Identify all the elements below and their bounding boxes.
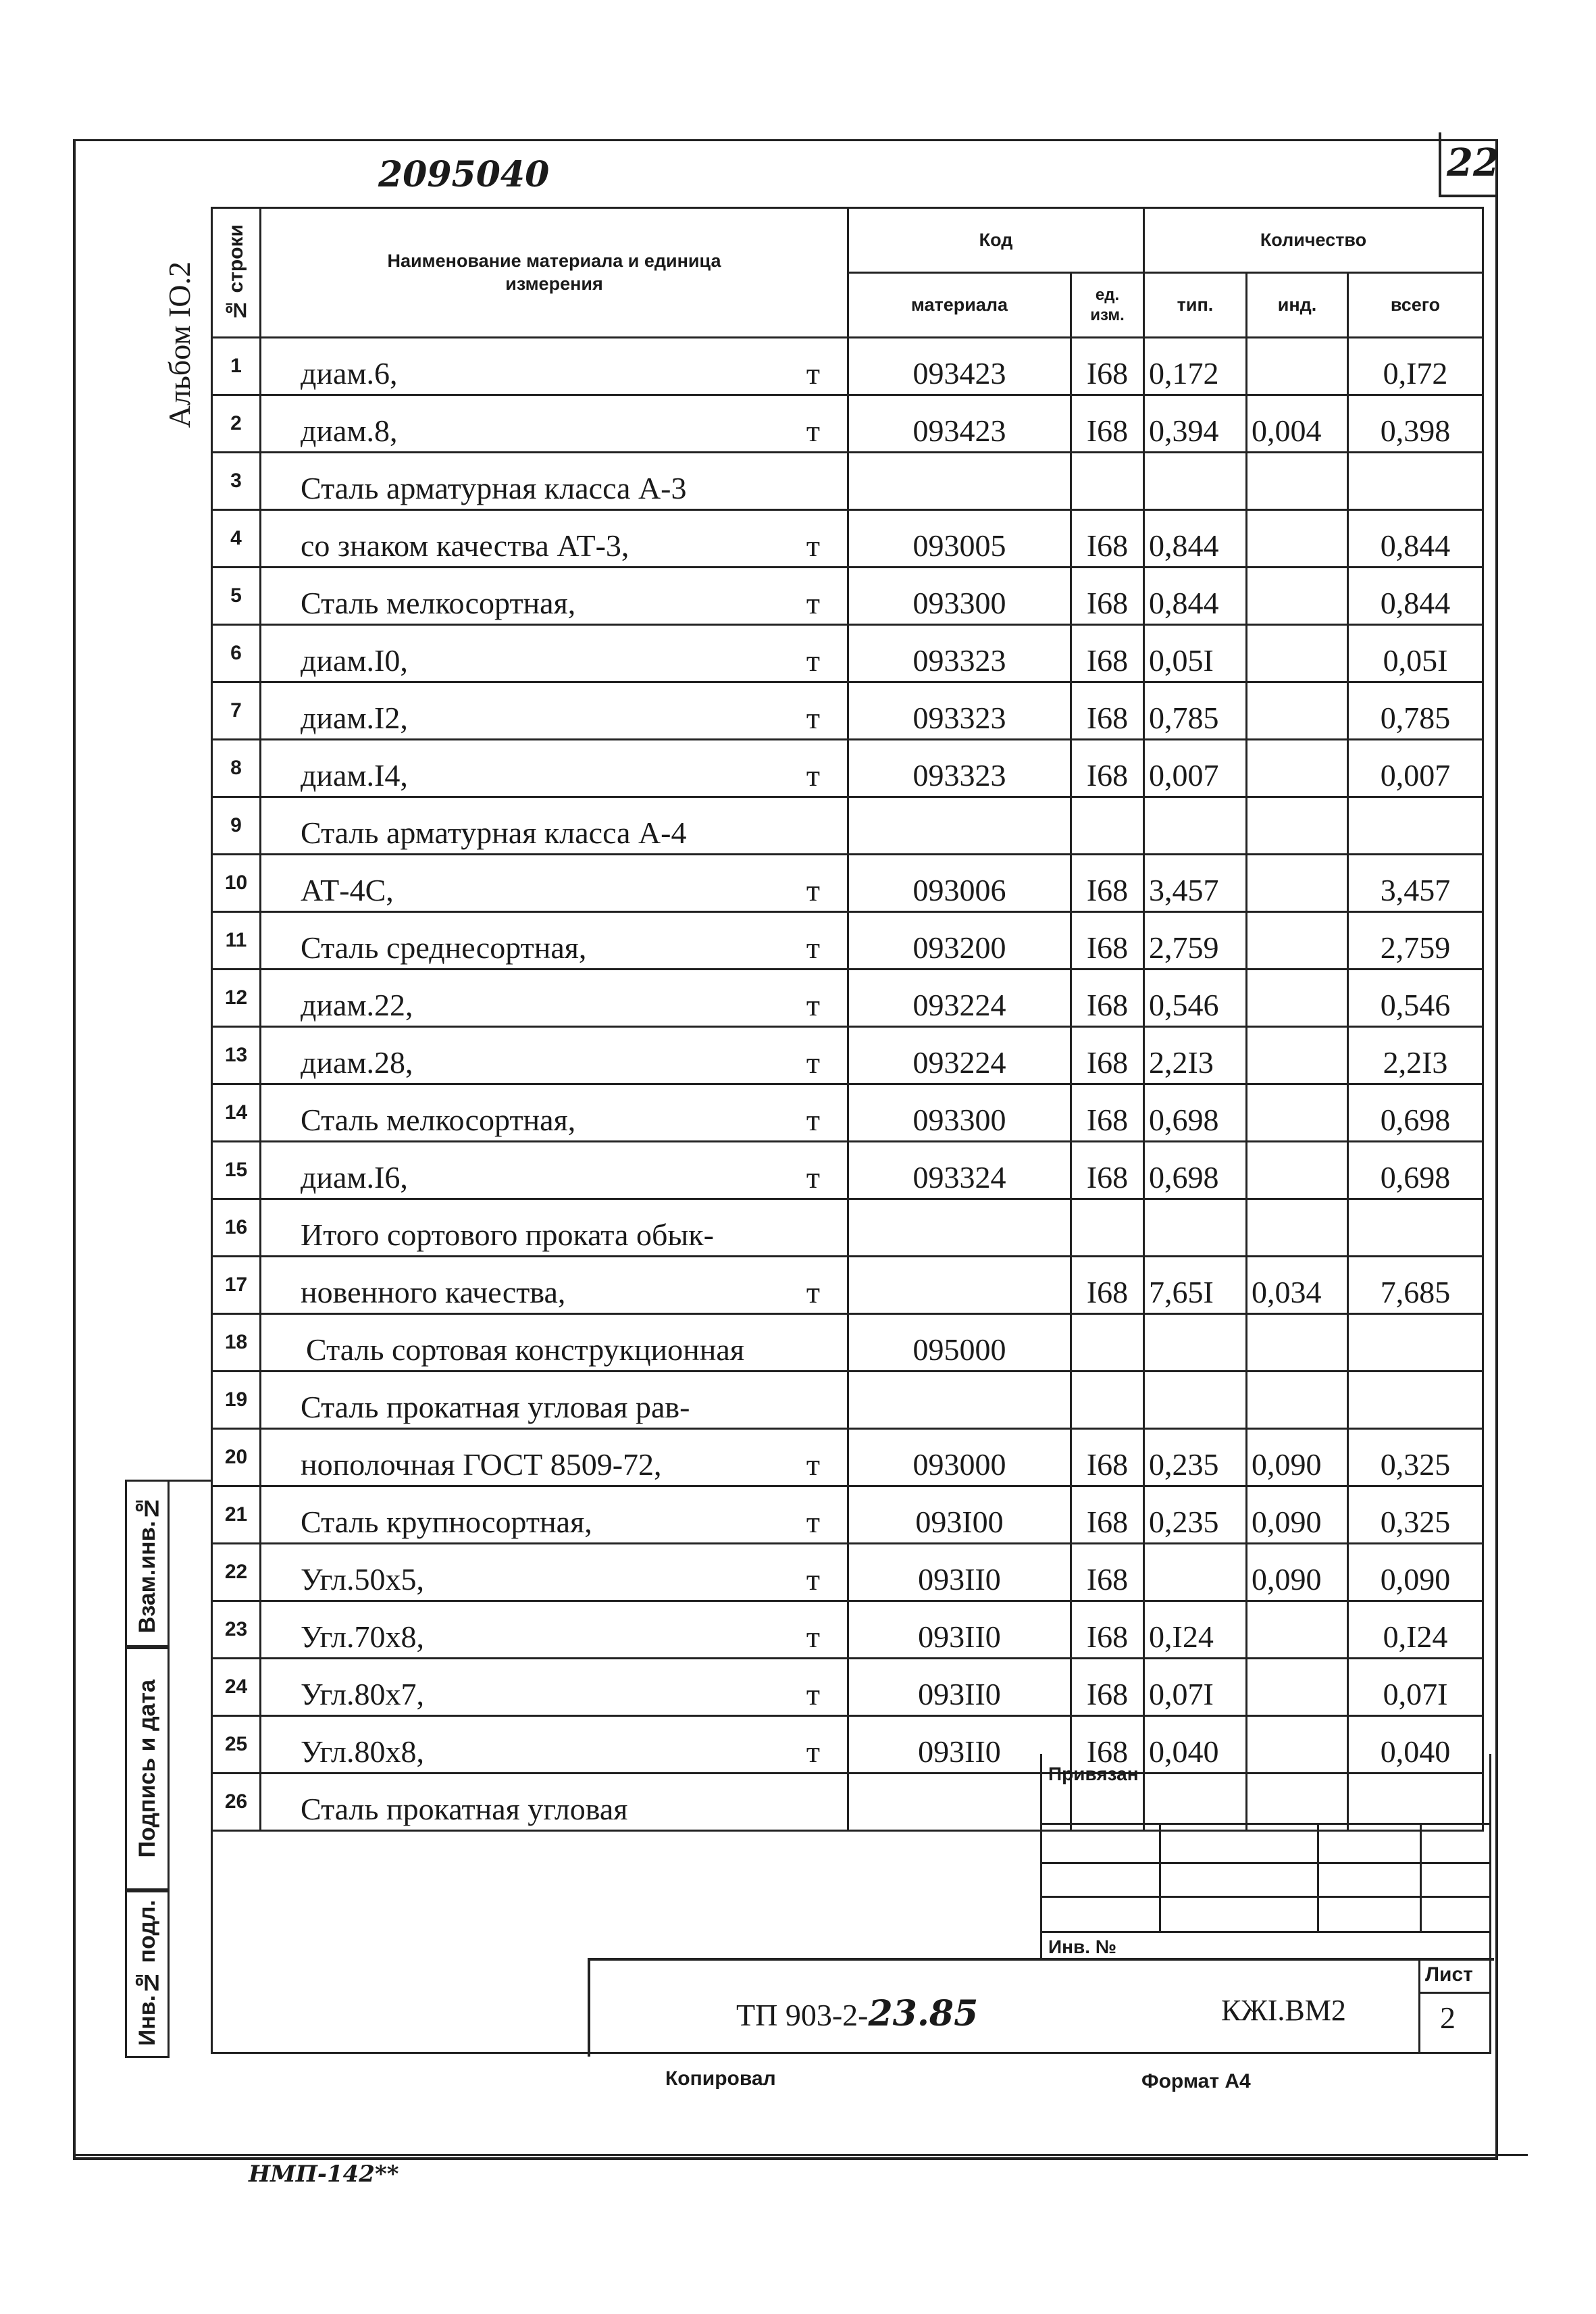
drawing-code-hand: 23.85 bbox=[868, 1993, 979, 2034]
material-name-text: диам.28, bbox=[301, 1045, 413, 1080]
material-code: 093224 bbox=[848, 970, 1071, 1027]
qty-total: 0,I24 bbox=[1348, 1601, 1483, 1659]
title-block bbox=[588, 1958, 1494, 2057]
material-code bbox=[848, 1774, 1071, 1831]
unit-code: I68 bbox=[1071, 1142, 1144, 1199]
quantity-header: Количество bbox=[1144, 208, 1483, 273]
table-row bbox=[212, 453, 1483, 510]
qty-individual: 0,034 bbox=[1247, 1257, 1348, 1314]
drawing-code-print: ТП 903-2- bbox=[736, 1998, 869, 2032]
material-code: 093224 bbox=[848, 1027, 1071, 1084]
qty-total: 0,325 bbox=[1348, 1486, 1483, 1544]
table-row bbox=[212, 1372, 1483, 1429]
material-code: 093000 bbox=[848, 1429, 1071, 1486]
qty-individual bbox=[1247, 682, 1348, 740]
unit-symbol: т bbox=[806, 1160, 820, 1194]
qty-individual bbox=[1247, 1199, 1348, 1257]
unit-code bbox=[1071, 1314, 1144, 1372]
typical-header: тип. bbox=[1144, 273, 1247, 338]
unit-symbol: т bbox=[806, 643, 820, 678]
unit-code bbox=[1071, 453, 1144, 510]
row-number-header: № строки bbox=[212, 208, 261, 338]
material-name-text: со знаком качества АТ-3, bbox=[301, 528, 629, 563]
table-row bbox=[212, 1084, 1483, 1142]
table-row bbox=[212, 338, 1483, 395]
unit-header: ед. изм. bbox=[1071, 273, 1144, 338]
inv-no-label: Инв. № bbox=[1048, 1936, 1117, 1957]
unit-code: I68 bbox=[1071, 568, 1144, 625]
row-number: 21 bbox=[212, 1486, 261, 1544]
material-name bbox=[261, 1084, 848, 1142]
qty-total: 0,698 bbox=[1348, 1084, 1483, 1142]
material-name bbox=[261, 453, 848, 510]
format-label: Формат А4 bbox=[1141, 2070, 1251, 2092]
unit-symbol: т bbox=[806, 758, 820, 793]
qty-total: 2,759 bbox=[1348, 912, 1483, 970]
unit-code: I68 bbox=[1071, 1659, 1144, 1716]
material-name-text: диам.I0, bbox=[301, 643, 408, 678]
unit-symbol: т bbox=[806, 413, 820, 448]
original-inv-box bbox=[125, 1888, 170, 2058]
material-code: 093323 bbox=[848, 682, 1071, 740]
material-name bbox=[261, 395, 848, 453]
qty-typical bbox=[1144, 1314, 1247, 1372]
unit-code: I68 bbox=[1071, 1601, 1144, 1659]
linked-line-2 bbox=[1040, 1862, 1489, 1864]
qty-total: 0,844 bbox=[1348, 510, 1483, 568]
unit-symbol: т bbox=[806, 528, 820, 563]
unit-symbol: т bbox=[806, 1734, 820, 1769]
material-code bbox=[848, 1199, 1071, 1257]
table-body bbox=[212, 338, 1483, 1831]
material-code bbox=[848, 453, 1071, 510]
material-code: 093324 bbox=[848, 1142, 1071, 1199]
material-code bbox=[848, 797, 1071, 855]
unit-symbol: т bbox=[806, 988, 820, 1022]
qty-individual bbox=[1247, 912, 1348, 970]
qty-typical: 3,457 bbox=[1144, 855, 1247, 912]
row-number: 25 bbox=[212, 1716, 261, 1774]
row-number: 1 bbox=[212, 338, 261, 395]
table-row bbox=[212, 1142, 1483, 1199]
unit-symbol: т bbox=[806, 1677, 820, 1711]
material-name-text: новенного качества, bbox=[301, 1275, 566, 1309]
qty-total: 0,698 bbox=[1348, 1142, 1483, 1199]
material-spec-table bbox=[211, 207, 1484, 1832]
material-name bbox=[261, 1314, 848, 1372]
qty-individual bbox=[1247, 625, 1348, 682]
qty-total: 2,2I3 bbox=[1348, 1027, 1483, 1084]
linked-vline-2 bbox=[1317, 1823, 1319, 1931]
unit-code: I68 bbox=[1071, 1544, 1144, 1601]
qty-typical: 0,172 bbox=[1144, 338, 1247, 395]
table-row bbox=[212, 1429, 1483, 1486]
table-row bbox=[212, 568, 1483, 625]
qty-individual bbox=[1247, 453, 1348, 510]
lower-left-border bbox=[211, 1754, 213, 2054]
qty-individual bbox=[1247, 1601, 1348, 1659]
qty-typical: 2,2I3 bbox=[1144, 1027, 1247, 1084]
unit-code: I68 bbox=[1071, 1084, 1144, 1142]
unit-code: I68 bbox=[1071, 912, 1144, 970]
qty-individual bbox=[1247, 797, 1348, 855]
qty-total: 0,07I bbox=[1348, 1659, 1483, 1716]
unit-code: I68 bbox=[1071, 1716, 1144, 1774]
material-name-text: диам.I4, bbox=[301, 758, 408, 793]
qty-total: 0,325 bbox=[1348, 1429, 1483, 1486]
row-number: 16 bbox=[212, 1199, 261, 1257]
material-name bbox=[261, 797, 848, 855]
name-header: Наименование материала и единица измерения bbox=[261, 208, 848, 338]
material-name bbox=[261, 1659, 848, 1716]
unit-code: I68 bbox=[1071, 1257, 1144, 1314]
row-number: 6 bbox=[212, 625, 261, 682]
material-name bbox=[261, 855, 848, 912]
unit-code: I68 bbox=[1071, 682, 1144, 740]
material-code: 093II0 bbox=[848, 1601, 1071, 1659]
qty-individual bbox=[1247, 855, 1348, 912]
row-number: 15 bbox=[212, 1142, 261, 1199]
material-code: 093423 bbox=[848, 395, 1071, 453]
unit-symbol: т bbox=[806, 1505, 820, 1539]
row-number: 12 bbox=[212, 970, 261, 1027]
row-number: 22 bbox=[212, 1544, 261, 1601]
material-name-text: Угл.50х5, bbox=[301, 1562, 425, 1596]
sheet-label: Лист bbox=[1425, 1963, 1473, 1986]
signature-date-label: Подпись и дата bbox=[134, 1680, 160, 1858]
material-code: 093II0 bbox=[848, 1716, 1071, 1774]
qty-typical: 0,785 bbox=[1144, 682, 1247, 740]
material-name bbox=[261, 1142, 848, 1199]
row-number: 8 bbox=[212, 740, 261, 797]
unit-symbol: т bbox=[806, 1103, 820, 1137]
qty-total: 0,05I bbox=[1348, 625, 1483, 682]
qty-typical: 2,759 bbox=[1144, 912, 1247, 970]
material-name-text: диам.8, bbox=[301, 413, 398, 448]
material-name-text: Сталь крупносортная, bbox=[301, 1505, 592, 1539]
drawing-mark: КЖI.ВМ2 bbox=[1221, 1994, 1346, 2027]
unit-code bbox=[1071, 1372, 1144, 1429]
linked-vline-3 bbox=[1420, 1823, 1422, 1931]
qty-individual bbox=[1247, 1372, 1348, 1429]
row-number: 23 bbox=[212, 1601, 261, 1659]
material-name-text: нополочная ГОСТ 8509-72, bbox=[301, 1447, 662, 1482]
unit-symbol: т bbox=[806, 701, 820, 735]
material-name-text: Сталь арматурная класса А-4 bbox=[301, 815, 687, 850]
material-name-text: Итого сортового проката обык- bbox=[301, 1217, 714, 1252]
material-code: 093006 bbox=[848, 855, 1071, 912]
replacement-inv-box bbox=[125, 1480, 170, 1649]
qty-typical: 0,698 bbox=[1144, 1142, 1247, 1199]
sheet-divider bbox=[1418, 1992, 1489, 1994]
row-number: 2 bbox=[212, 395, 261, 453]
material-code: 093005 bbox=[848, 510, 1071, 568]
material-code: 093II0 bbox=[848, 1659, 1071, 1716]
material-header: материала bbox=[848, 273, 1071, 338]
unit-code: I68 bbox=[1071, 338, 1144, 395]
material-code: 093323 bbox=[848, 740, 1071, 797]
material-code: 093323 bbox=[848, 625, 1071, 682]
linked-label: Привязан bbox=[1048, 1763, 1139, 1784]
qty-typical bbox=[1144, 1199, 1247, 1257]
signature-date-box bbox=[125, 1645, 170, 1892]
material-name bbox=[261, 1429, 848, 1486]
row-number: 14 bbox=[212, 1084, 261, 1142]
table-row bbox=[212, 395, 1483, 453]
table-row bbox=[212, 682, 1483, 740]
material-code: 093300 bbox=[848, 1084, 1071, 1142]
unit-symbol: т bbox=[806, 1619, 820, 1654]
table-row bbox=[212, 1659, 1483, 1716]
material-name-text: Сталь среднесортная, bbox=[301, 930, 587, 965]
qty-total: 0,785 bbox=[1348, 682, 1483, 740]
qty-typical: 0,235 bbox=[1144, 1429, 1247, 1486]
row-number: 24 bbox=[212, 1659, 261, 1716]
material-name bbox=[261, 682, 848, 740]
document-number: 2095040 bbox=[378, 154, 550, 195]
qty-typical: 0,235 bbox=[1144, 1486, 1247, 1544]
table-row bbox=[212, 855, 1483, 912]
unit-symbol: т bbox=[806, 873, 820, 907]
qty-total bbox=[1348, 1314, 1483, 1372]
copied-label: Копировал bbox=[665, 2067, 776, 2090]
qty-typical: 0,394 bbox=[1144, 395, 1247, 453]
qty-typical: 0,698 bbox=[1144, 1084, 1247, 1142]
unit-code: I68 bbox=[1071, 740, 1144, 797]
material-code: 093I00 bbox=[848, 1486, 1071, 1544]
unit-symbol: т bbox=[806, 1447, 820, 1482]
unit-code: I68 bbox=[1071, 510, 1144, 568]
material-name-text: Сталь прокатная угловая рав- bbox=[301, 1390, 690, 1424]
qty-typical: 0,05I bbox=[1144, 625, 1247, 682]
material-name bbox=[261, 970, 848, 1027]
unit-symbol: т bbox=[806, 356, 820, 391]
material-name bbox=[261, 1257, 848, 1314]
unit-symbol: т bbox=[806, 586, 820, 620]
order-number: НМП-142** bbox=[249, 2161, 399, 2188]
qty-typical bbox=[1144, 1372, 1247, 1429]
qty-total bbox=[1348, 797, 1483, 855]
material-name bbox=[261, 338, 848, 395]
qty-total: 0,I72 bbox=[1348, 338, 1483, 395]
qty-typical: 0,040 bbox=[1144, 1716, 1247, 1774]
qty-typical: 0,07I bbox=[1144, 1659, 1247, 1716]
qty-individual bbox=[1247, 1142, 1348, 1199]
qty-individual bbox=[1247, 338, 1348, 395]
row-number: 4 bbox=[212, 510, 261, 568]
page-number: 22 bbox=[1447, 141, 1499, 185]
material-code bbox=[848, 1257, 1071, 1314]
album-label: Альбом IO.2 bbox=[161, 261, 197, 428]
qty-total: 0,844 bbox=[1348, 568, 1483, 625]
unit-code bbox=[1071, 1199, 1144, 1257]
material-name bbox=[261, 568, 848, 625]
material-name bbox=[261, 1774, 848, 1831]
qty-typical: 0,844 bbox=[1144, 510, 1247, 568]
unit-code: I68 bbox=[1071, 970, 1144, 1027]
qty-total: 0,040 bbox=[1348, 1716, 1483, 1774]
material-name-text: АТ-4С, bbox=[301, 873, 394, 907]
unit-code: I68 bbox=[1071, 625, 1144, 682]
drawing-code bbox=[736, 1993, 978, 2034]
qty-typical: 0,I24 bbox=[1144, 1601, 1247, 1659]
qty-total bbox=[1348, 1372, 1483, 1429]
qty-individual bbox=[1247, 1084, 1348, 1142]
material-name-text: диам.6, bbox=[301, 356, 398, 391]
table-row bbox=[212, 1486, 1483, 1544]
material-code: 093423 bbox=[848, 338, 1071, 395]
unit-symbol: т bbox=[806, 1562, 820, 1596]
row-number: 11 bbox=[212, 912, 261, 970]
qty-total: 3,457 bbox=[1348, 855, 1483, 912]
material-name bbox=[261, 1199, 848, 1257]
row-number: 18 bbox=[212, 1314, 261, 1372]
qty-individual bbox=[1247, 740, 1348, 797]
qty-total: 7,685 bbox=[1348, 1257, 1483, 1314]
row-number: 19 bbox=[212, 1372, 261, 1429]
material-name-text: Сталь мелкосортная, bbox=[301, 586, 576, 620]
table-row bbox=[212, 1027, 1483, 1084]
material-name bbox=[261, 1601, 848, 1659]
qty-total: 0,090 bbox=[1348, 1544, 1483, 1601]
material-code: 095000 bbox=[848, 1314, 1071, 1372]
material-name-text: Сталь арматурная класса А-3 bbox=[301, 471, 687, 505]
qty-total bbox=[1348, 1199, 1483, 1257]
material-name-text: Угл.70х8, bbox=[301, 1619, 425, 1654]
sheet-value: 2 bbox=[1440, 2001, 1456, 2035]
qty-individual: 0,090 bbox=[1247, 1429, 1348, 1486]
unit-code: I68 bbox=[1071, 1429, 1144, 1486]
material-name bbox=[261, 1716, 848, 1774]
row-number: 5 bbox=[212, 568, 261, 625]
material-code bbox=[848, 1372, 1071, 1429]
qty-individual bbox=[1247, 1027, 1348, 1084]
table-row bbox=[212, 625, 1483, 682]
table-row bbox=[212, 510, 1483, 568]
total-header: всего bbox=[1348, 273, 1483, 338]
table-row bbox=[212, 1199, 1483, 1257]
qty-total: 0,007 bbox=[1348, 740, 1483, 797]
qty-individual bbox=[1247, 1314, 1348, 1372]
table-row bbox=[212, 1314, 1483, 1372]
material-name-text: диам.I6, bbox=[301, 1160, 408, 1194]
code-header: Код bbox=[848, 208, 1144, 273]
material-name-text: Сталь мелкосортная, bbox=[301, 1103, 576, 1137]
material-name bbox=[261, 1027, 848, 1084]
material-name bbox=[261, 510, 848, 568]
linked-line-3 bbox=[1040, 1896, 1489, 1898]
individual-header: инд. bbox=[1247, 273, 1348, 338]
unit-code: I68 bbox=[1071, 1027, 1144, 1084]
qty-typical bbox=[1144, 797, 1247, 855]
material-name-text: Угл.80х7, bbox=[301, 1677, 425, 1711]
table-row bbox=[212, 1601, 1483, 1659]
qty-individual bbox=[1247, 510, 1348, 568]
table-row bbox=[212, 1544, 1483, 1601]
qty-typical: 0,844 bbox=[1144, 568, 1247, 625]
material-name bbox=[261, 625, 848, 682]
material-name-text: Угл.80х8, bbox=[301, 1734, 425, 1769]
row-number: 26 bbox=[212, 1774, 261, 1831]
qty-individual: 0,090 bbox=[1247, 1486, 1348, 1544]
side-divider bbox=[165, 1480, 211, 1482]
row-number: 17 bbox=[212, 1257, 261, 1314]
row-number: 3 bbox=[212, 453, 261, 510]
material-name bbox=[261, 1544, 848, 1601]
qty-individual: 0,004 bbox=[1247, 395, 1348, 453]
qty-typical: 0,007 bbox=[1144, 740, 1247, 797]
linked-line-4 bbox=[1040, 1931, 1489, 1933]
material-code: 093200 bbox=[848, 912, 1071, 970]
qty-individual bbox=[1247, 970, 1348, 1027]
row-number: 10 bbox=[212, 855, 261, 912]
material-name-text: диам.I2, bbox=[301, 701, 408, 735]
qty-typical: 7,65I bbox=[1144, 1257, 1247, 1314]
original-inv-label: Инв.№ подл. bbox=[134, 1900, 160, 2046]
qty-individual bbox=[1247, 568, 1348, 625]
qty-total: 0,546 bbox=[1348, 970, 1483, 1027]
linked-line-1 bbox=[1040, 1823, 1489, 1825]
qty-total: 0,398 bbox=[1348, 395, 1483, 453]
material-name bbox=[261, 740, 848, 797]
bottom-rule bbox=[76, 2154, 1528, 2156]
material-name bbox=[261, 1372, 848, 1429]
table-row bbox=[212, 797, 1483, 855]
unit-code: I68 bbox=[1071, 395, 1144, 453]
linked-vline-1 bbox=[1159, 1823, 1161, 1931]
unit-symbol: т bbox=[806, 1045, 820, 1080]
unit-symbol: т bbox=[806, 930, 820, 965]
unit-code: I68 bbox=[1071, 855, 1144, 912]
material-name-text: Сталь прокатная угловая bbox=[301, 1792, 628, 1826]
unit-symbol: т bbox=[806, 1275, 820, 1309]
replacement-inv-label: Взам.инв.№ bbox=[134, 1495, 160, 1634]
table-row bbox=[212, 970, 1483, 1027]
qty-individual bbox=[1247, 1659, 1348, 1716]
material-name-text: Сталь сортовая конструкционная bbox=[306, 1332, 744, 1367]
table-row bbox=[212, 740, 1483, 797]
qty-individual: 0,090 bbox=[1247, 1544, 1348, 1601]
table-row bbox=[212, 912, 1483, 970]
row-number: 7 bbox=[212, 682, 261, 740]
qty-typical bbox=[1144, 453, 1247, 510]
row-number: 9 bbox=[212, 797, 261, 855]
material-code: 093II0 bbox=[848, 1544, 1071, 1601]
unit-code: I68 bbox=[1071, 1486, 1144, 1544]
material-name bbox=[261, 1486, 848, 1544]
qty-typical: 0,546 bbox=[1144, 970, 1247, 1027]
row-number: 20 bbox=[212, 1429, 261, 1486]
qty-total bbox=[1348, 453, 1483, 510]
material-code: 093300 bbox=[848, 568, 1071, 625]
table-row bbox=[212, 1257, 1483, 1314]
qty-typical bbox=[1144, 1544, 1247, 1601]
unit-code bbox=[1071, 797, 1144, 855]
row-number: 13 bbox=[212, 1027, 261, 1084]
album-label-wrap bbox=[152, 257, 206, 432]
material-name-text: диам.22, bbox=[301, 988, 413, 1022]
material-name bbox=[261, 912, 848, 970]
